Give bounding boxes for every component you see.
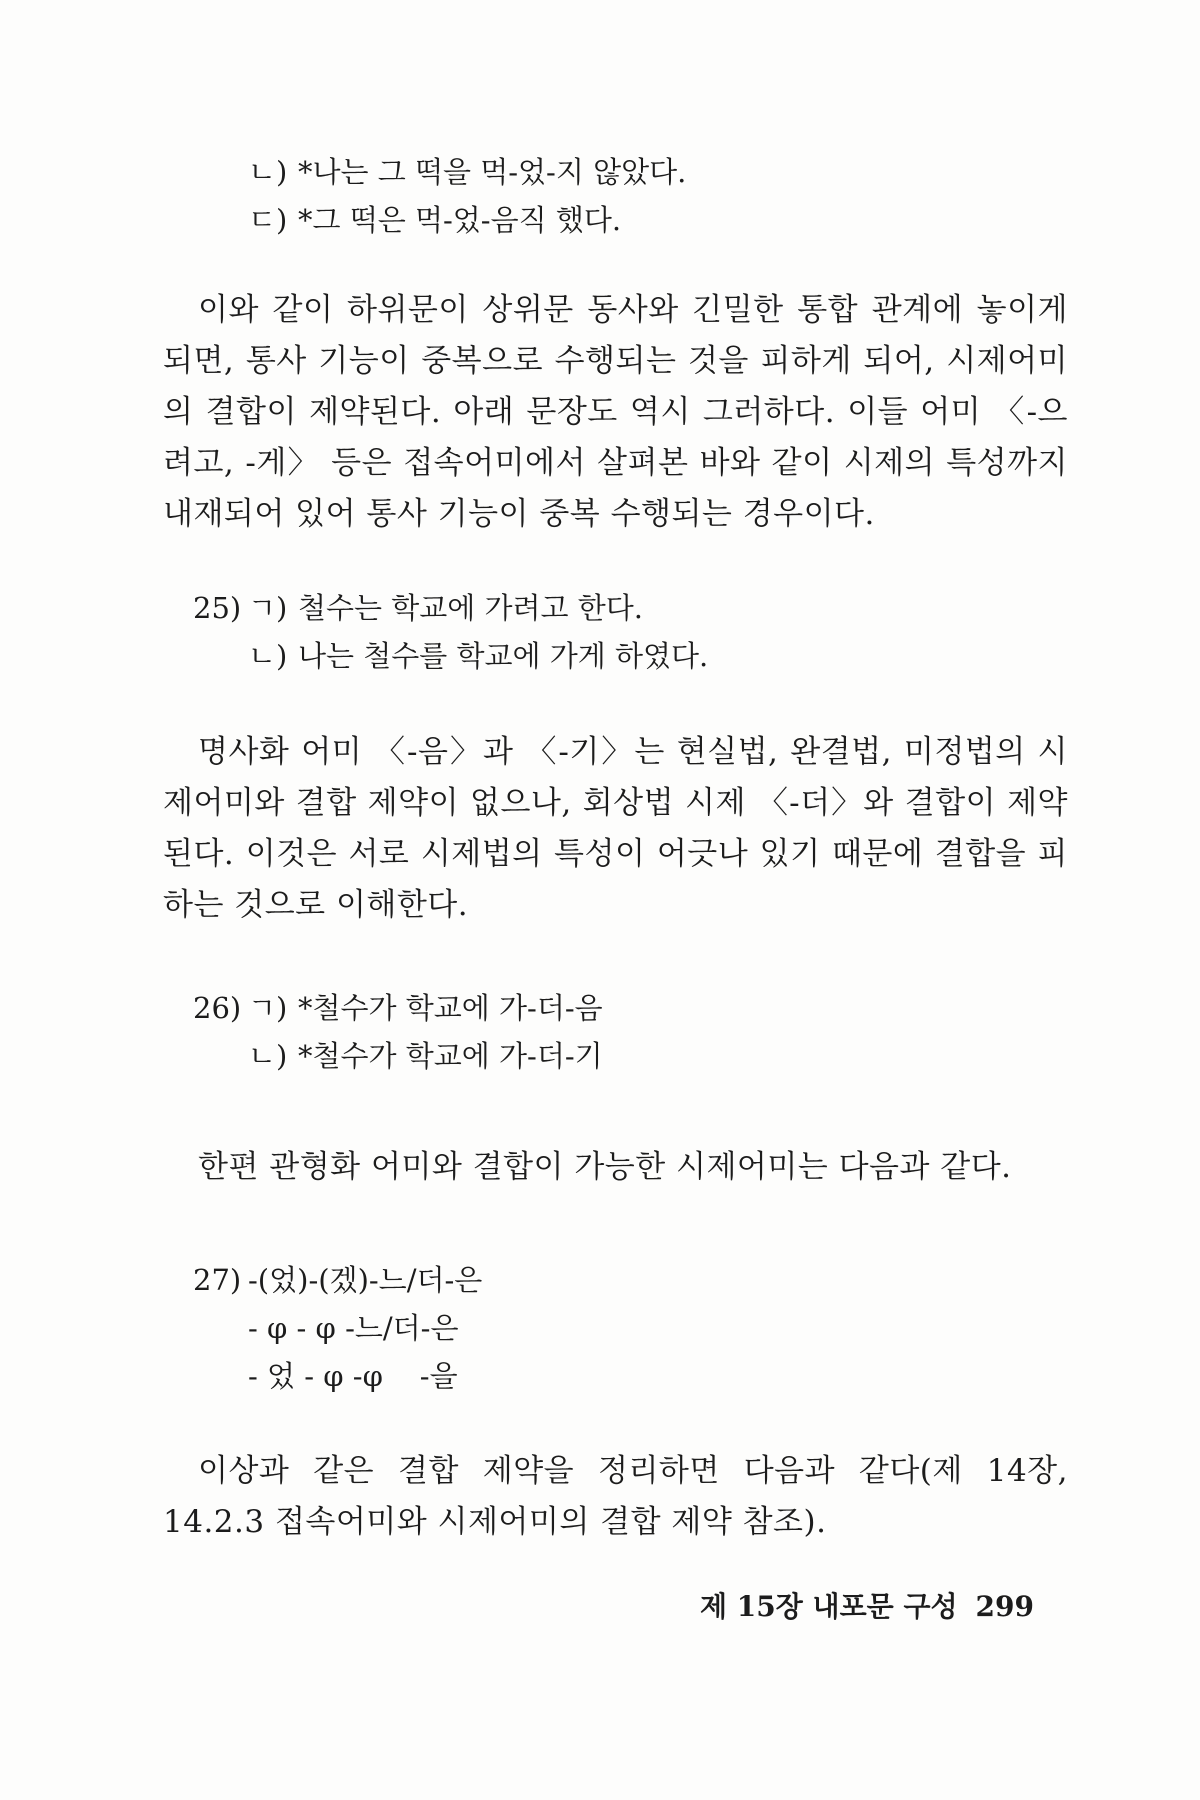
paragraph — [163, 1142, 1068, 1193]
example-item — [193, 632, 708, 680]
example-number: 27) — [193, 1263, 242, 1297]
example-25 — [193, 584, 708, 680]
example-marker: ㄱ) — [248, 591, 288, 625]
example-item — [248, 148, 686, 196]
example-sentence: 철수는 학교에 가려고 한다. — [298, 591, 644, 625]
example-marker: ㄴ) — [248, 639, 288, 673]
example-item — [193, 584, 708, 632]
example-26 — [193, 984, 603, 1080]
example-number: 25) — [193, 591, 242, 625]
example-marker: ㄴ) — [248, 1039, 288, 1073]
example-item — [193, 1032, 603, 1080]
example-sentence: 나는 철수를 학교에 가게 하였다. — [298, 639, 709, 673]
paragraph — [163, 727, 1068, 931]
example-continuation — [248, 148, 686, 244]
example-item — [193, 1256, 482, 1304]
example-marker: ㄴ) — [248, 155, 288, 189]
paragraph-text: 이상과 같은 결합 제약을 정리하면 다음과 같다(제 14장, 14.2.3 접속어미와 시제어미의 결합 제약 참조). — [163, 1453, 1068, 1540]
example-item — [193, 1304, 482, 1352]
example-marker: ㄱ) — [248, 991, 288, 1025]
example-item — [193, 984, 603, 1032]
page-number: 299 — [975, 1590, 1034, 1623]
paragraph-text: 명사화 어미 〈-음〉과 〈-기〉는 현실법, 완결법, 미정법의 시제어미와 결합 제약이 없으나, 회상법 시제 〈-더〉와 결합이 제약된다. 이것은 서로 시제법의 특성이 어긋나 있기 때문에 결합을 피하는 것으로 이해한다. — [163, 734, 1068, 923]
example-number: 26) — [193, 991, 242, 1025]
example-sentence: *철수가 학교에 가-더-음 — [298, 991, 603, 1025]
example-sentence: *나는 그 떡을 먹-었-지 않았다. — [298, 155, 687, 189]
paragraph-text: 한편 관형화 어미와 결합이 가능한 시제어미는 다음과 같다. — [198, 1149, 1012, 1185]
example-sentence: *철수가 학교에 가-더-기 — [298, 1039, 603, 1073]
chapter-title: 제 15장 내포문 구성 — [700, 1590, 958, 1623]
example-sentence: *그 떡은 먹-었-음직 했다. — [298, 203, 622, 237]
example-marker: ㄷ) — [248, 203, 288, 237]
paragraph-text: 이와 같이 하위문이 상위문 동사와 긴밀한 통합 관계에 놓이게 되면, 통사 기능이 중복으로 수행되는 것을 피하게 되어, 시제어미의 결합이 제약된다. 아래 문장도 역시 그러하다. 이들 어미 〈-으려고, -게〉 등은 접속어미에서 살펴본 바와 같이 시제의 특성까지 내재되어 있어 통사 기능이 중복 수행되는 경우이다. — [163, 292, 1068, 532]
ending-combination: - 었 - φ -φ -을 — [248, 1359, 458, 1393]
example-item — [193, 1352, 482, 1400]
paragraph — [163, 285, 1068, 540]
paragraph — [163, 1446, 1068, 1548]
page-footer — [700, 1585, 1034, 1625]
ending-combination: - φ - φ -느/더-은 — [248, 1311, 459, 1345]
example-27 — [193, 1256, 482, 1400]
ending-combination: -(었)-(겠)-느/더-은 — [248, 1263, 483, 1297]
example-item — [248, 196, 686, 244]
